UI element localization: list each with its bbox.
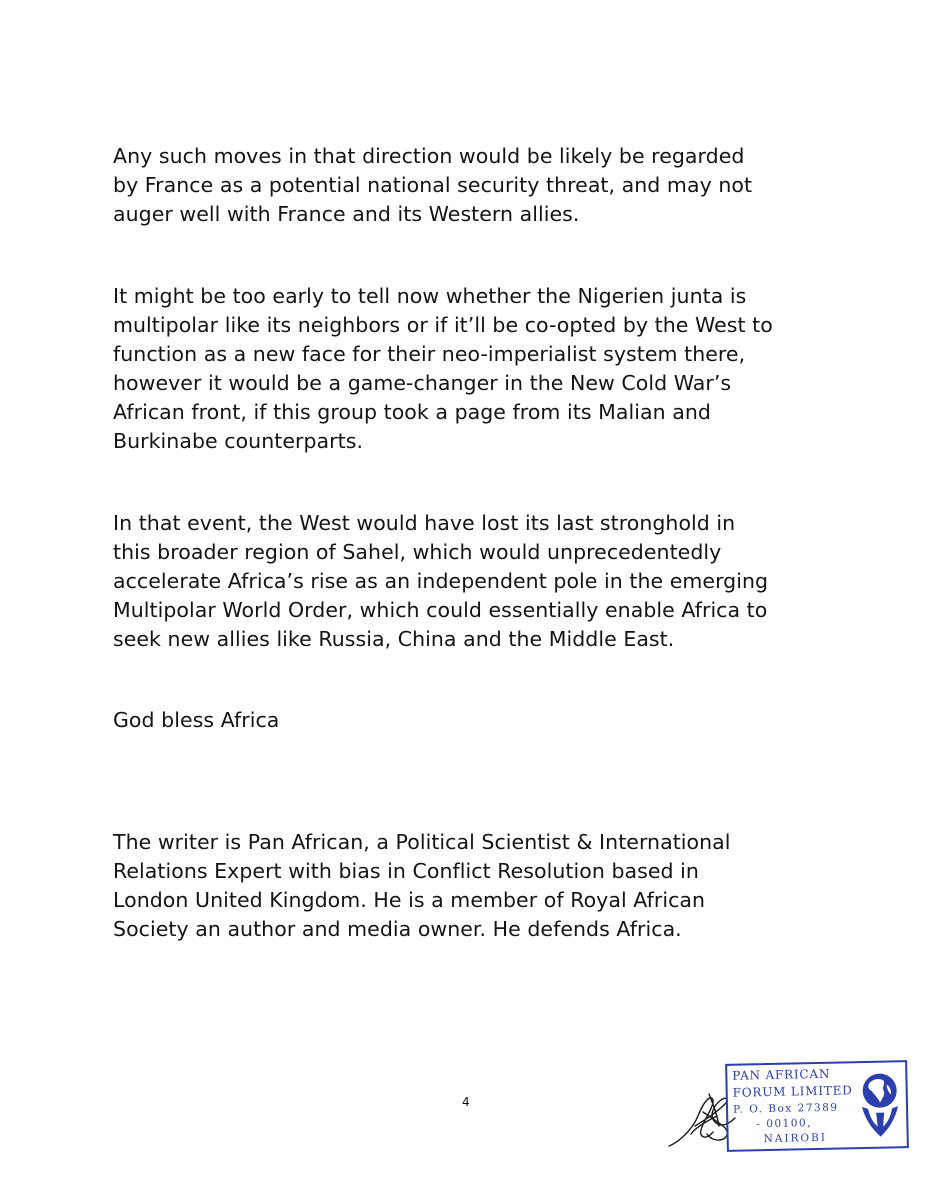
company-stamp	[725, 1060, 909, 1152]
body-paragraph-2: It might be too early to tell now whether the Nigerien junta is multipolar like its neighbors or if it’ll be co-opted by the West to function as a new face for their neo-imperialist system there, however it would be a game-changer in the New Cold War’s African front, if this group took a page from its Malian and Burkinabe counterparts.	[113, 284, 773, 453]
author-bio: The writer is Pan African, a Political Scientist & International Relations Expert with bias in Conflict Resolution based in London United Kingdom. He is a member of Royal African Society an author and media owner. He defends Africa.	[113, 830, 731, 941]
stamp-postal-code: - 00100,	[756, 1117, 813, 1131]
stamp-company-name-line-2: FORUM LIMITED	[732, 1083, 853, 1100]
stamp-po-box: P. O. Box 27389	[732, 1101, 839, 1116]
page-number: 4	[462, 1095, 470, 1109]
stamp-company-name-line-1: PAN AFRICAN	[732, 1066, 831, 1083]
globe-torch-logo-icon	[855, 1068, 904, 1141]
body-paragraph-1: Any such moves in that direction would be likely be regarded by France as a potential national security threat, and may not auger well with France and its Western allies.	[113, 144, 753, 226]
closing-line: God bless Africa	[113, 708, 280, 732]
stamp-city: NAIROBI	[763, 1131, 828, 1146]
body-paragraph-3: In that event, the West would have lost its last stronghold in this broader region of Sahel, which would unprecedentedly accelerate Africa’s rise as an independent pole in the emerging Multipolar World Order, which could essentially enable Africa to seek new allies like Russia, China and the Middle East.	[113, 511, 769, 651]
